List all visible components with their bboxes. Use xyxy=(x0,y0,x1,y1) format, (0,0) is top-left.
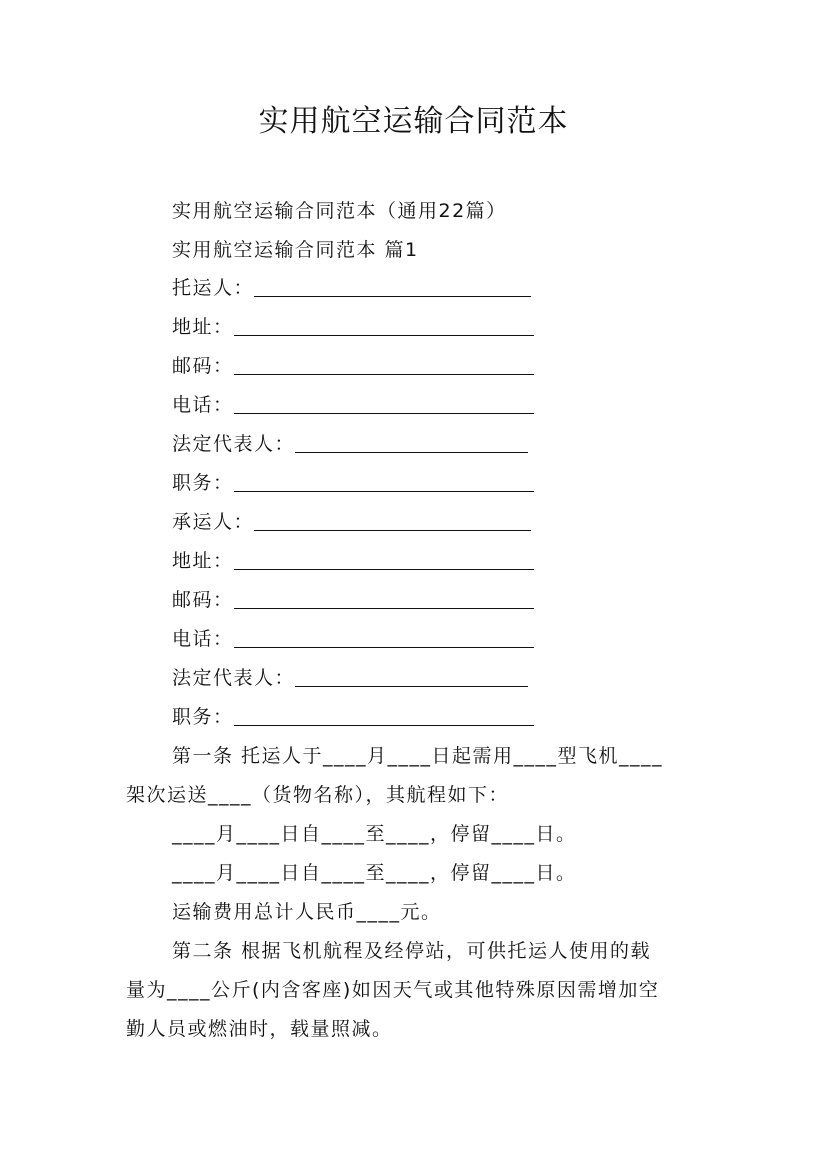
field-label: 电话： xyxy=(172,394,234,416)
shipper-postcode-field xyxy=(172,352,534,380)
fill-blank xyxy=(295,666,528,687)
fill-blank xyxy=(234,627,534,648)
fill-blank xyxy=(234,588,534,609)
shipper-name-field xyxy=(172,274,531,302)
article1-route1: ____月____日自____至____，停留____日。 xyxy=(172,823,577,845)
field-label: 电话： xyxy=(172,628,234,650)
fill-blank xyxy=(234,354,534,375)
carrier-address-field xyxy=(172,547,534,575)
carrier-name-field xyxy=(172,508,531,536)
fill-blank xyxy=(234,393,534,414)
field-label: 法定代表人： xyxy=(172,667,296,689)
field-label: 承运人： xyxy=(172,511,255,533)
shipper-phone-field xyxy=(172,391,534,419)
field-label: 托运人： xyxy=(172,277,255,299)
document-subtitle: 实用航空运输合同范本（通用22篇） xyxy=(172,200,507,222)
fill-blank xyxy=(254,510,531,531)
shipper-address-field xyxy=(172,313,534,341)
article2-line2: 量为____公斤(内含客座)如因天气或其他特殊原因需增加空 xyxy=(126,979,660,1001)
carrier-position-field xyxy=(172,703,534,731)
article1-line2: 架次运送____（货物名称），其航程如下： xyxy=(126,784,510,806)
carrier-legal-rep-field xyxy=(172,664,528,692)
shipper-position-field xyxy=(172,469,534,497)
section-heading: 实用航空运输合同范本 篇1 xyxy=(172,239,419,261)
fill-blank xyxy=(295,432,528,453)
article1-fee: 运输费用总计人民币____元。 xyxy=(172,901,442,923)
field-label: 职务： xyxy=(172,472,234,494)
document-title: 实用航空运输合同范本 xyxy=(258,104,569,139)
field-label: 邮码： xyxy=(172,589,234,611)
fill-blank xyxy=(234,705,534,726)
article2-line1: 第二条 根据飞机航程及经停站，可供托运人使用的载 xyxy=(172,940,652,962)
field-label: 邮码： xyxy=(172,355,234,377)
carrier-postcode-field xyxy=(172,586,534,614)
field-label: 地址： xyxy=(172,316,234,338)
fill-blank xyxy=(234,315,534,336)
field-label: 法定代表人： xyxy=(172,433,296,455)
field-label: 职务： xyxy=(172,706,234,728)
shipper-legal-rep-field xyxy=(172,430,528,458)
fill-blank xyxy=(254,276,531,297)
article1-line1: 第一条 托运人于____月____日起需用____型飞机____ xyxy=(172,745,664,767)
field-label: 地址： xyxy=(172,550,234,572)
fill-blank xyxy=(234,549,534,570)
article1-route2: ____月____日自____至____，停留____日。 xyxy=(172,862,577,884)
fill-blank xyxy=(234,471,534,492)
article2-line3: 勤人员或燃油时，载量照减。 xyxy=(126,1018,393,1040)
carrier-phone-field xyxy=(172,625,534,653)
